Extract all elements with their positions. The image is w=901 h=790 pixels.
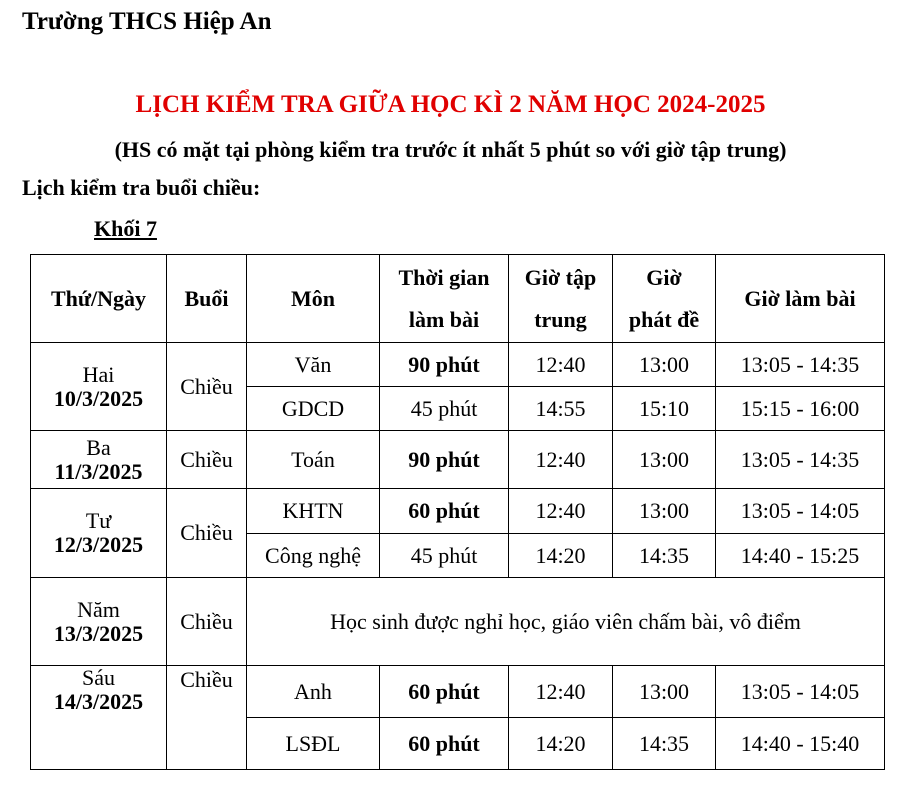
gather-time-cell: 12:40 [509, 343, 613, 387]
subject-cell: Toán [247, 431, 380, 489]
handout-time-cell: 13:00 [613, 666, 716, 718]
subject-cell: Công nghệ [247, 534, 380, 578]
date: 13/3/2025 [53, 620, 144, 646]
subject-cell: Anh [247, 666, 380, 718]
subject-cell: KHTN [247, 489, 380, 534]
table-row [31, 431, 885, 489]
duration-cell: 45 phút [380, 534, 509, 578]
handout-time-cell: 14:35 [613, 534, 716, 578]
weekday: Sáu [82, 665, 115, 690]
header-duration-line-1: Thời gian [398, 264, 490, 290]
session-label: Lịch kiểm tra buổi chiều: [22, 175, 261, 200]
duration-cell: 60 phút [380, 718, 509, 770]
header-exam-time: Giờ làm bài [716, 255, 885, 343]
exam-time-cell: 13:05 - 14:35 [716, 431, 885, 489]
exam-time-cell: 15:15 - 16:00 [716, 387, 885, 431]
weekday: Tư [85, 508, 112, 533]
handout-time-cell: 15:10 [613, 387, 716, 431]
day-cell-thursday [31, 578, 167, 666]
subject-cell: GDCD [247, 387, 380, 431]
gather-time-cell: 12:40 [509, 489, 613, 534]
exam-schedule-table [30, 254, 885, 770]
header-subject: Môn [247, 255, 380, 343]
gather-time-cell: 14:20 [509, 534, 613, 578]
date: 11/3/2025 [54, 458, 143, 484]
duration-cell: 45 phút [380, 387, 509, 431]
gather-time-cell: 12:40 [509, 431, 613, 489]
table-row [31, 489, 885, 534]
handout-time-cell: 13:00 [613, 489, 716, 534]
session-cell: Chiều [167, 343, 247, 431]
header-gather-line-2: trung [534, 306, 587, 332]
header-handout-line-1: Giờ [646, 264, 682, 290]
gather-time-cell: 14:55 [509, 387, 613, 431]
duration-cell: 60 phút [380, 666, 509, 718]
day-cell-friday [31, 666, 167, 770]
weekday: Năm [77, 596, 120, 622]
gather-time-cell: 12:40 [509, 666, 613, 718]
table-row [31, 578, 885, 666]
grade-label: Khối 7 [94, 216, 157, 241]
header-row [31, 255, 885, 343]
session-cell: Chiều [167, 489, 247, 578]
header-handout-time [613, 255, 716, 343]
exam-time-cell: 13:05 - 14:05 [716, 489, 885, 534]
header-session: Buổi [167, 255, 247, 343]
handout-time-cell: 14:35 [613, 718, 716, 770]
duration-cell: 90 phút [380, 343, 509, 387]
exam-time-cell: 13:05 - 14:05 [716, 666, 885, 718]
subject-cell: Văn [247, 343, 380, 387]
session-cell: Chiều [167, 666, 247, 770]
header-duration-line-2: làm bài [408, 306, 480, 332]
date: 10/3/2025 [53, 385, 144, 411]
table-row [31, 343, 885, 387]
header-gather-time [509, 255, 613, 343]
exam-time-cell: 14:40 - 15:25 [716, 534, 885, 578]
header-duration [380, 255, 509, 343]
handout-time-cell: 13:00 [613, 343, 716, 387]
header-day: Thứ/Ngày [31, 255, 167, 343]
duration-cell: 60 phút [380, 489, 509, 534]
exam-time-cell: 13:05 - 14:35 [716, 343, 885, 387]
day-cell-tuesday [31, 431, 167, 489]
date: 14/3/2025 [53, 689, 144, 714]
header-gather-line-1: Giờ tập [524, 264, 597, 290]
session-cell: Chiều [167, 431, 247, 489]
duration-cell: 90 phút [380, 431, 509, 489]
date: 12/3/2025 [53, 532, 144, 557]
weekday: Ba [86, 434, 111, 460]
day-off-message: Học sinh được nghỉ học, giáo viên chấm bài, vô điểm [247, 578, 885, 666]
weekday: Hai [82, 361, 115, 387]
header-handout-line-2: phát đề [628, 306, 700, 332]
day-cell-monday [31, 343, 167, 431]
school-name: Trường THCS Hiệp An [22, 8, 272, 35]
page-title: LỊCH KIỂM TRA GIỮA HỌC KÌ 2 NĂM HỌC 2024-2025 [135, 91, 766, 118]
session-cell: Chiều [167, 578, 247, 666]
table-row [31, 666, 885, 718]
exam-time-cell: 14:40 - 15:40 [716, 718, 885, 770]
subject-cell: LSĐL [247, 718, 380, 770]
gather-time-cell: 14:20 [509, 718, 613, 770]
day-cell-wednesday [31, 489, 167, 578]
attendance-note: (HS có mặt tại phòng kiểm tra trước ít nhất 5 phút so với giờ tập trung) [114, 137, 787, 162]
handout-time-cell: 13:00 [613, 431, 716, 489]
